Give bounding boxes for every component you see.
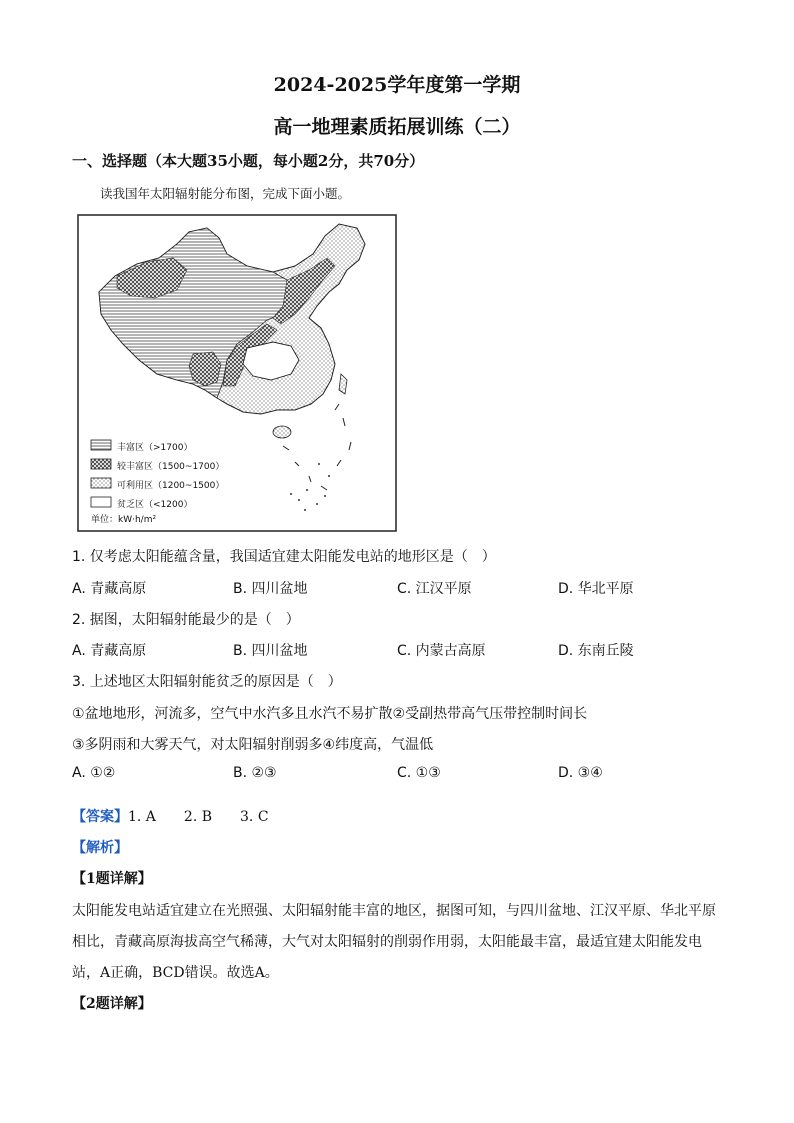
answer-tag: 【答案】 <box>72 809 128 825</box>
detail-1-line-3: 站，A正确，BCD错误。故选A。 <box>72 965 279 981</box>
legend-label-poor: 贫乏区（<1200） <box>117 500 193 510</box>
answer-text: 1. A 2. B 3. C <box>128 809 269 825</box>
legend-label-usable: 可利用区（1200~1500） <box>117 481 225 491</box>
question-intro: 读我国年太阳辐射能分布图，完成下面小题。 <box>100 186 351 201</box>
question-2-option-b: B. 四川盆地 <box>233 643 308 659</box>
detail-1-tag: 【1题详解】 <box>72 871 152 887</box>
section-heading: 一、选择题（本大题35小题，每小题2分，共70分） <box>72 152 425 170</box>
question-1-option-c: C. 江汉平原 <box>397 581 472 597</box>
question-1-stem: 1. 仅考虑太阳能蕴含量，我国适宜建太阳能发电站的地形区是（ ） <box>72 549 496 565</box>
legend-unit: 单位：kW·h/m² <box>91 515 157 525</box>
legend-swatch-usable <box>91 478 111 488</box>
question-3-option-c: C. ①③ <box>397 765 441 781</box>
question-1-option-a: A. 青藏高原 <box>72 581 147 597</box>
legend-label-rich: 丰富区（>1700） <box>117 443 193 453</box>
detail-1-line-1: 太阳能发电站适宜建立在光照强、太阳辐射能丰富的地区，据图可知，与四川盆地、江汉平原、华北平原 <box>72 903 716 919</box>
question-3-line-2: ③多阴雨和大雾天气，对太阳辐射削弱多④纬度高，气温低 <box>72 737 434 753</box>
question-3-option-b: B. ②③ <box>233 765 277 781</box>
question-3-stem: 3. 上述地区太阳辐射能贫乏的原因是（ ） <box>72 674 342 690</box>
legend-swatch-rich <box>91 440 111 450</box>
page-title: 2024-2025学年度第一学期 <box>273 74 521 96</box>
question-1-option-d: D. 华北平原 <box>558 581 634 597</box>
question-2-option-a: A. 青藏高原 <box>72 643 147 659</box>
legend-swatch-poor <box>91 497 111 507</box>
legend-swatch-fairly-rich <box>91 459 111 469</box>
question-3-option-a: A. ①② <box>72 765 116 781</box>
answer-block <box>72 806 269 826</box>
question-3-option-d: D. ③④ <box>558 765 603 781</box>
page-subtitle: 高一地理素质拓展训练（二） <box>273 116 521 138</box>
question-2-option-c: C. 内蒙古高原 <box>397 643 486 659</box>
question-2-option-d: D. 东南丘陵 <box>558 643 634 659</box>
question-3-line-1: ①盆地地形，河流多，空气中水汽多且水汽不易扩散②受副热带高气压带控制时间长 <box>72 706 588 722</box>
solar-radiation-map <box>77 214 397 532</box>
question-2-stem: 2. 据图，太阳辐射能最少的是（ ） <box>72 612 300 628</box>
analysis-tag: 【解析】 <box>72 840 128 856</box>
legend-label-fairly-rich: 较丰富区（1500~1700） <box>117 462 225 472</box>
detail-2-tag: 【2题详解】 <box>72 996 152 1012</box>
detail-1-line-2: 相比，青藏高原海拔高空气稀薄，大气对太阳辐射的削弱作用弱，太阳能最丰富，最适宜建太阳能发电 <box>72 934 702 950</box>
question-1-option-b: B. 四川盆地 <box>233 581 308 597</box>
